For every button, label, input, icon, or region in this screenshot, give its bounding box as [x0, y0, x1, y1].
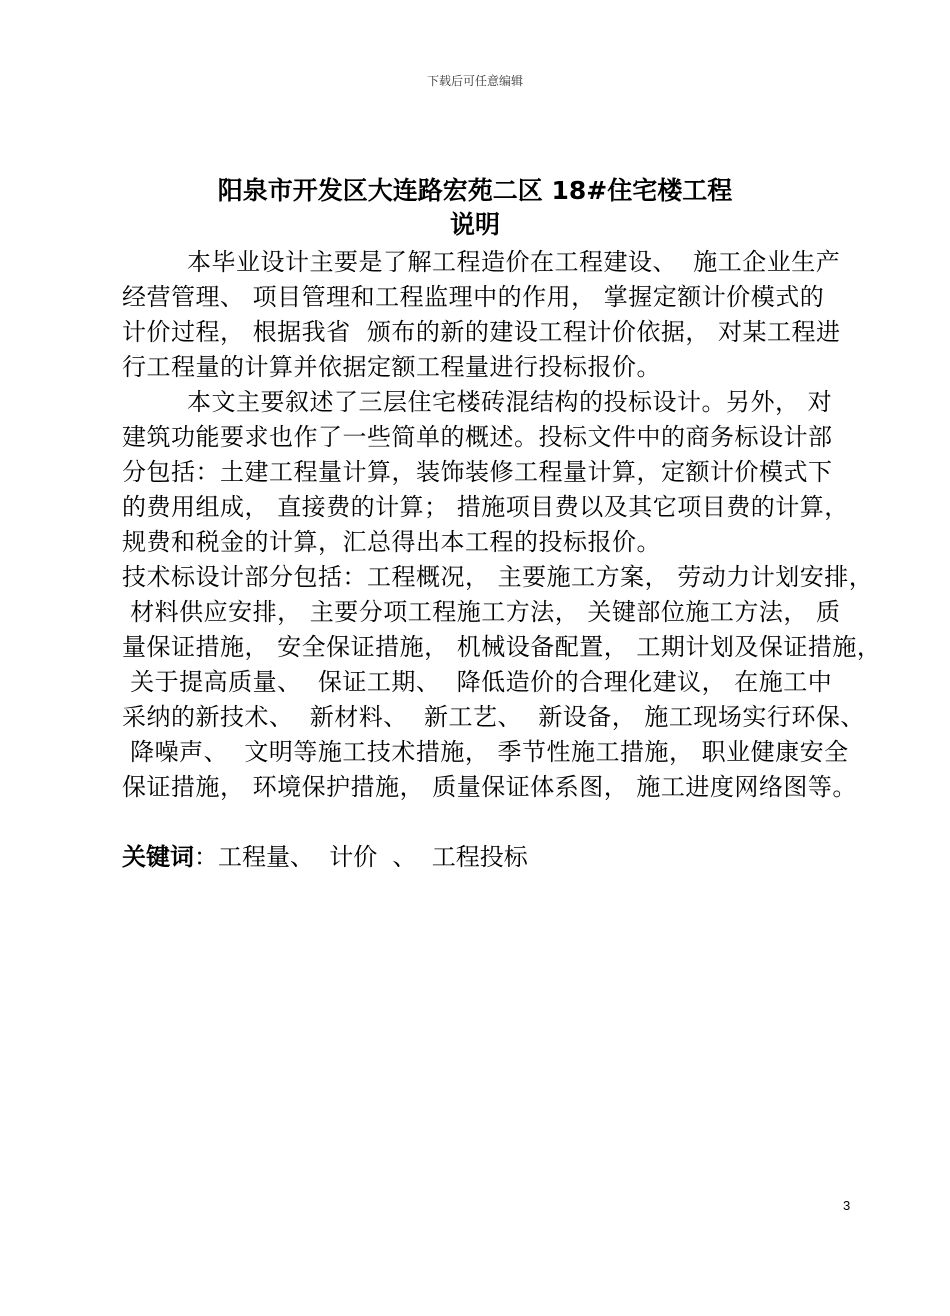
- document-title: 阳泉市开发区大连路宏苑二区 18#住宅楼工程: [217, 176, 733, 205]
- body-line: 的费用组成， 直接费的计算； 措施项目费以及其它项目费的计算，: [122, 493, 849, 521]
- header-note: 下载后可任意编辑: [426, 74, 523, 88]
- body-line: 计价过程， 根据我省 颁布的新的建设工程计价依据， 对某工程进: [122, 318, 841, 346]
- body-line: 本毕业设计主要是了解工程造价在工程建设、 施工企业生产: [122, 248, 841, 276]
- body-text: [122, 245, 882, 805]
- page-number: 3: [843, 1198, 851, 1213]
- body-line: 分包括：土建工程量计算，装饰装修工程量计算，定额计价模式下: [122, 458, 833, 486]
- document-subtitle: 说明: [449, 210, 500, 239]
- body-line: 规费和税金的计算，汇总得出本工程的投标报价。: [122, 528, 661, 556]
- body-line: 经营管理、 项目管理和工程监理中的作用， 掌握定额计价模式的: [122, 283, 825, 311]
- keywords-line: [122, 841, 528, 873]
- body-line: 降噪声、 文明等施工技术措施， 季节性施工措施， 职业健康安全: [122, 738, 849, 766]
- keywords-text: ：工程量、 计价 、 工程投标: [194, 843, 528, 871]
- body-line: 行工程量的计算并依据定额工程量进行投标报价。: [122, 353, 661, 381]
- body-line: 采纳的新技术、 新材料、 新工艺、 新设备， 施工现场实行环保、: [122, 703, 865, 731]
- body-line: 技术标设计部分包括：工程概况， 主要施工方案， 劳动力计划安排，: [122, 563, 874, 591]
- body-line: 量保证措施， 安全保证措施， 机械设备配置， 工期计划及保证措施，: [122, 633, 882, 661]
- body-line: 建筑功能要求也作了一些简单的概述。投标文件中的商务标设计部: [122, 423, 833, 451]
- body-line: 材料供应安排， 主要分项工程施工方法， 关键部位施工方法， 质: [122, 598, 841, 626]
- keywords-label: 关键词: [122, 843, 194, 871]
- body-line: 关于提高质量、 保证工期、 降低造价的合理化建议， 在施工中: [122, 668, 833, 696]
- body-line: 本文主要叙述了三层住宅楼砖混结构的投标设计。另外， 对: [122, 388, 833, 416]
- body-line: 保证措施， 环境保护措施， 质量保证体系图， 施工进度网络图等。: [122, 773, 857, 801]
